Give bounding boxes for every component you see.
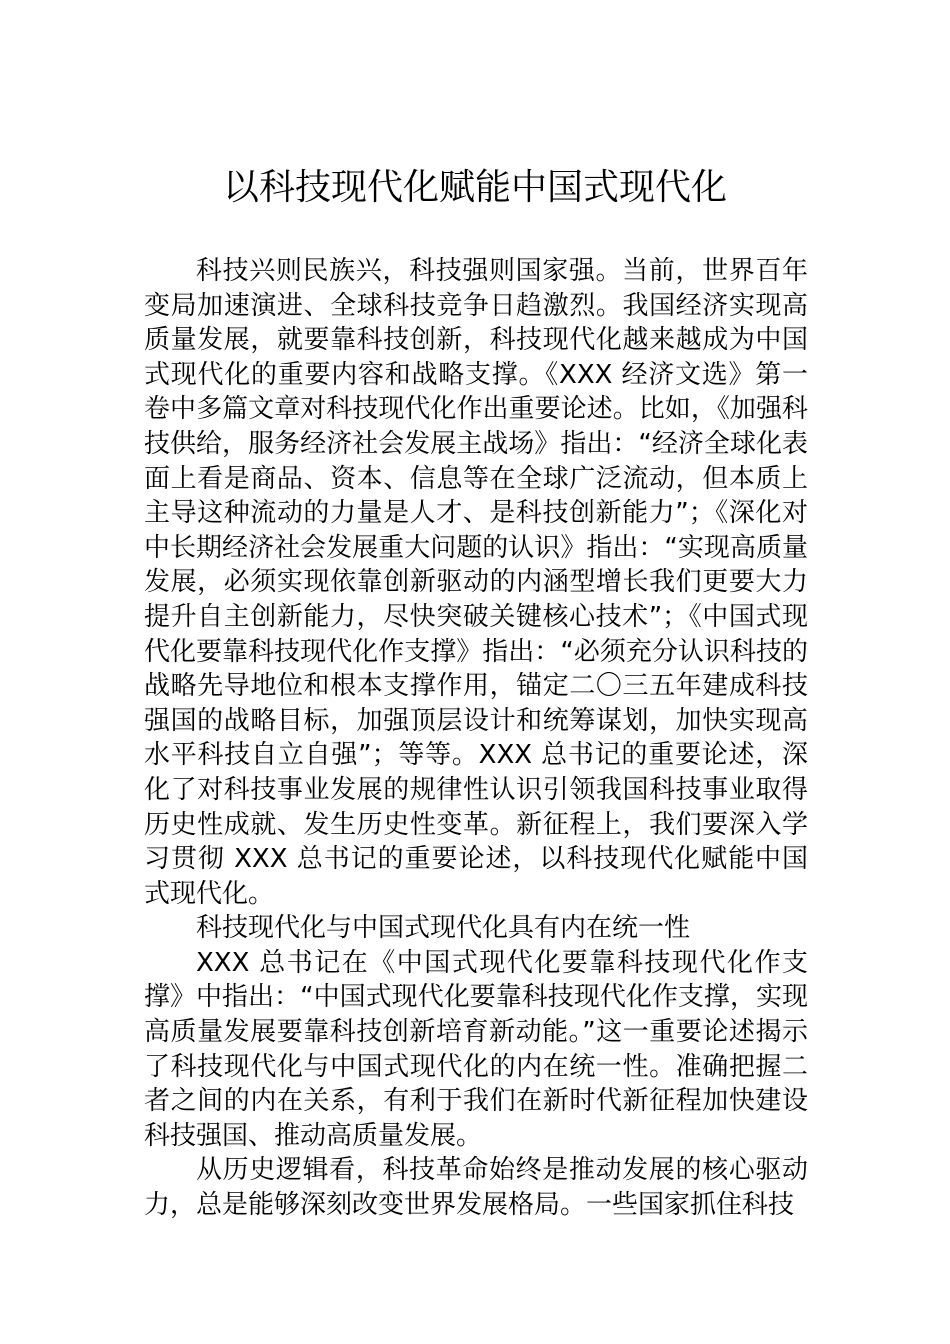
paragraph-intro: 科技兴则民族兴，科技强则国家强。当前，世界百年变局加速演进、全球科技竞争日趋激烈。我国经济实现高质量发展，就要靠科技创新，科技现代化越来越成为中国式现代化的重要内容和战略支撑。《XXX 经济文选》第一卷中多篇文章对科技现代化作出重要论述。比如，《加强科技供给，服务经济社会发展主战场》指出：“经济全球化表面上看是商品、资本、信息等在全球广泛流动，但本质上主导这种流动的力量是人才、是科技创新能力”；《深化对中长期经济社会发展重大问题的认识》指出：“实现高质量发展，必须实现依靠创新驱动的内涵型增长我们更要大力提升自主创新能力，尽快突破关键核心技术”；《中国式现代化要靠科技现代化作支撑》指出：“必须充分认识科技的战略先导地位和根本支撑作用，锚定二〇三五年建成科技强国的战略目标，加强顶层设计和统筹谋划，加快实现高水平科技自立自强”；等等。XXX 总书记的重要论述，深化了对科技事业发展的规律性认识引领我国科技事业取得历史性成就、发生历史性变革。新征程上，我们要深入学习贯彻 XXX 总书记的重要论述，以科技现代化赋能中国式现代化。 bbox=[144, 256, 808, 909]
paragraph-quote: XXX 总书记在《中国式现代化要靠科技现代化作支撑》中指出：“中国式现代化要靠科技现代化作支撑，实现高质量发展要靠科技创新培育新动能。”这一重要论述揭示了科技现代化与中国式现代化的内在统一性。准确把握二者之间的内在关系，有利于我们在新时代新征程加快建设科技强国、推动高质量发展。 bbox=[144, 947, 808, 1151]
document-title: 以科技现代化赋能中国式现代化 bbox=[222, 167, 727, 208]
section-heading: 科技现代化与中国式现代化具有内在统一性 bbox=[196, 913, 691, 944]
document-body bbox=[144, 254, 808, 1223]
paragraph-history: 从历史逻辑看，科技革命始终是推动发展的核心驱动力，总是能够深刻改变世界发展格局。一些国家抓住科技 bbox=[144, 1155, 808, 1221]
